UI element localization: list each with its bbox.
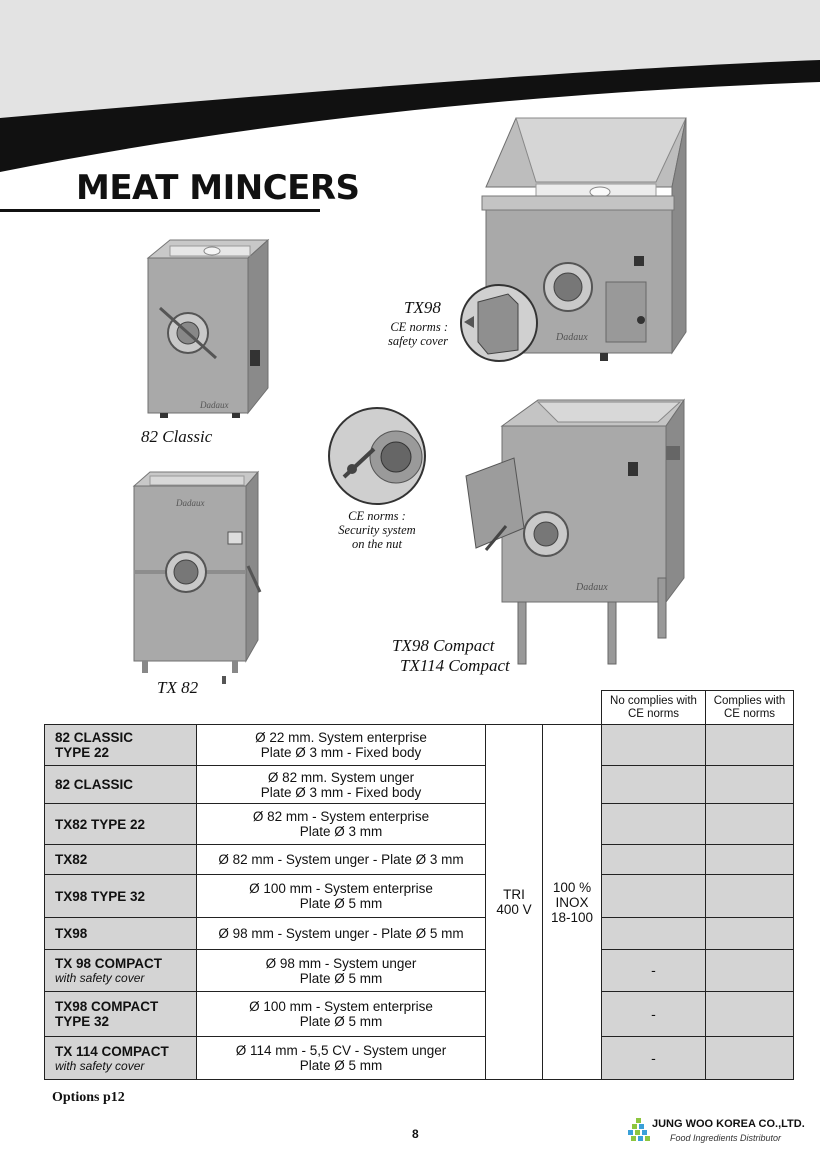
title-underline <box>0 209 320 212</box>
page-title: MEAT MINCERS <box>76 168 360 208</box>
model-name: 82 CLASSIC <box>55 730 134 745</box>
complies-cell <box>706 725 794 766</box>
model-name: TX98 TYPE 32 <box>45 875 197 918</box>
spec-table <box>44 690 794 1080</box>
description-line2: Plate Ø 3 mm - Fixed body <box>260 784 422 800</box>
company-logo-icon <box>628 1118 650 1144</box>
complies-cell <box>706 992 794 1037</box>
machine-compact-image <box>458 398 690 670</box>
description-line1: Ø 100 mm - System enterprise <box>249 881 433 896</box>
description-line2: Plate Ø 5 mm <box>299 970 383 986</box>
description-line1: Ø 100 mm - System enterprise <box>249 999 433 1014</box>
caption-tx114-compact: TX114 Compact <box>400 656 510 675</box>
material-cell <box>543 725 602 1080</box>
description-line2: Plate Ø 3 mm - Fixed body <box>260 745 422 760</box>
brand-logo: Dadaux <box>200 400 229 410</box>
brand-logo: Dadaux <box>556 332 588 343</box>
description-line2: Plate Ø 5 mm <box>299 1058 383 1073</box>
complies-cell <box>706 845 794 875</box>
voltage-text: TRI 400 V <box>496 887 532 917</box>
voltage-cell <box>486 725 543 1080</box>
note-tx98-safety-cover: CE norms : safety cover <box>387 320 448 348</box>
header-complies: Complies with CE norms <box>706 691 794 725</box>
description-line1: Ø 82 mm. System unger <box>267 769 415 785</box>
description-line1: Ø 22 mm. System enterprise <box>255 730 427 745</box>
no-complies-cell <box>602 766 706 804</box>
machine-82-classic-image <box>140 238 270 420</box>
tx98-safety-cover-inset <box>458 282 540 364</box>
no-complies-cell <box>602 804 706 845</box>
brand-logo: Dadaux <box>176 498 205 508</box>
no-complies-cell: - <box>602 950 706 992</box>
table-row <box>45 875 794 918</box>
table-header-row <box>45 691 794 725</box>
table-row <box>45 804 794 845</box>
model-name: TX98 COMPACT <box>55 999 159 1014</box>
table-row <box>45 950 794 992</box>
model-name: TX82 <box>45 845 197 875</box>
complies-cell <box>706 875 794 918</box>
model-name: TX98 <box>45 918 197 950</box>
complies-cell <box>706 918 794 950</box>
description-line1: Ø 114 mm - 5,5 CV - System unger <box>235 1043 447 1058</box>
model-name: TX82 TYPE 22 <box>45 804 197 845</box>
material-text: 100 % INOX 18-100 <box>550 879 594 925</box>
no-complies-cell <box>602 875 706 918</box>
page-number: 8 <box>412 1127 419 1141</box>
description-line2: Plate Ø 5 mm <box>299 896 383 911</box>
caption-tx98: TX98 <box>404 298 441 317</box>
note-security-nut: CE norms : Security system on the nut <box>338 509 416 551</box>
model-name: TX 114 COMPACT <box>55 1043 169 1059</box>
description-line1: Ø 82 mm - System unger - Plate Ø 3 mm <box>197 845 486 875</box>
complies-cell <box>706 1037 794 1080</box>
description-line1: Ø 82 mm - System enterprise <box>252 809 430 824</box>
no-complies-cell: - <box>602 1037 706 1080</box>
header-swoosh <box>0 0 820 175</box>
model-sub: with safety cover <box>55 1058 145 1073</box>
description-line2: Plate Ø 5 mm <box>299 1014 383 1029</box>
model-sub: TYPE 32 <box>55 1014 110 1029</box>
table-row <box>45 725 794 766</box>
company-tagline: Food Ingredients Distributor <box>670 1133 782 1143</box>
machine-tx82-image <box>128 470 268 685</box>
table-row <box>45 1037 794 1080</box>
no-complies-cell <box>602 918 706 950</box>
model-sub: TYPE 22 <box>55 745 110 760</box>
description-line2: Plate Ø 3 mm <box>299 824 383 839</box>
caption-tx82: TX 82 <box>157 678 199 697</box>
table-row <box>45 766 794 804</box>
description-line1: Ø 98 mm - System unger - Plate Ø 5 mm <box>197 918 486 950</box>
table-row <box>45 845 794 875</box>
no-complies-cell <box>602 725 706 766</box>
complies-cell <box>706 804 794 845</box>
model-name: TX 98 COMPACT <box>55 956 163 971</box>
brand-logo: Dadaux <box>576 582 608 593</box>
security-nut-inset <box>326 405 428 507</box>
no-complies-cell <box>602 845 706 875</box>
complies-cell <box>706 766 794 804</box>
table-row <box>45 992 794 1037</box>
model-sub: with safety cover <box>55 971 145 985</box>
complies-cell <box>706 950 794 992</box>
caption-tx98-compact: TX98 Compact <box>392 636 495 655</box>
options-note: Options p12 <box>52 1090 125 1105</box>
caption-82-classic: 82 Classic <box>141 427 213 446</box>
table-row <box>45 918 794 950</box>
description-line1: Ø 98 mm - System unger <box>265 955 417 971</box>
company-name: JUNG WOO KOREA CO.,LTD. <box>652 1118 805 1130</box>
model-name: 82 CLASSIC <box>45 766 197 804</box>
header-no-complies: No complies with CE norms <box>602 691 706 725</box>
no-complies-cell: - <box>602 992 706 1037</box>
